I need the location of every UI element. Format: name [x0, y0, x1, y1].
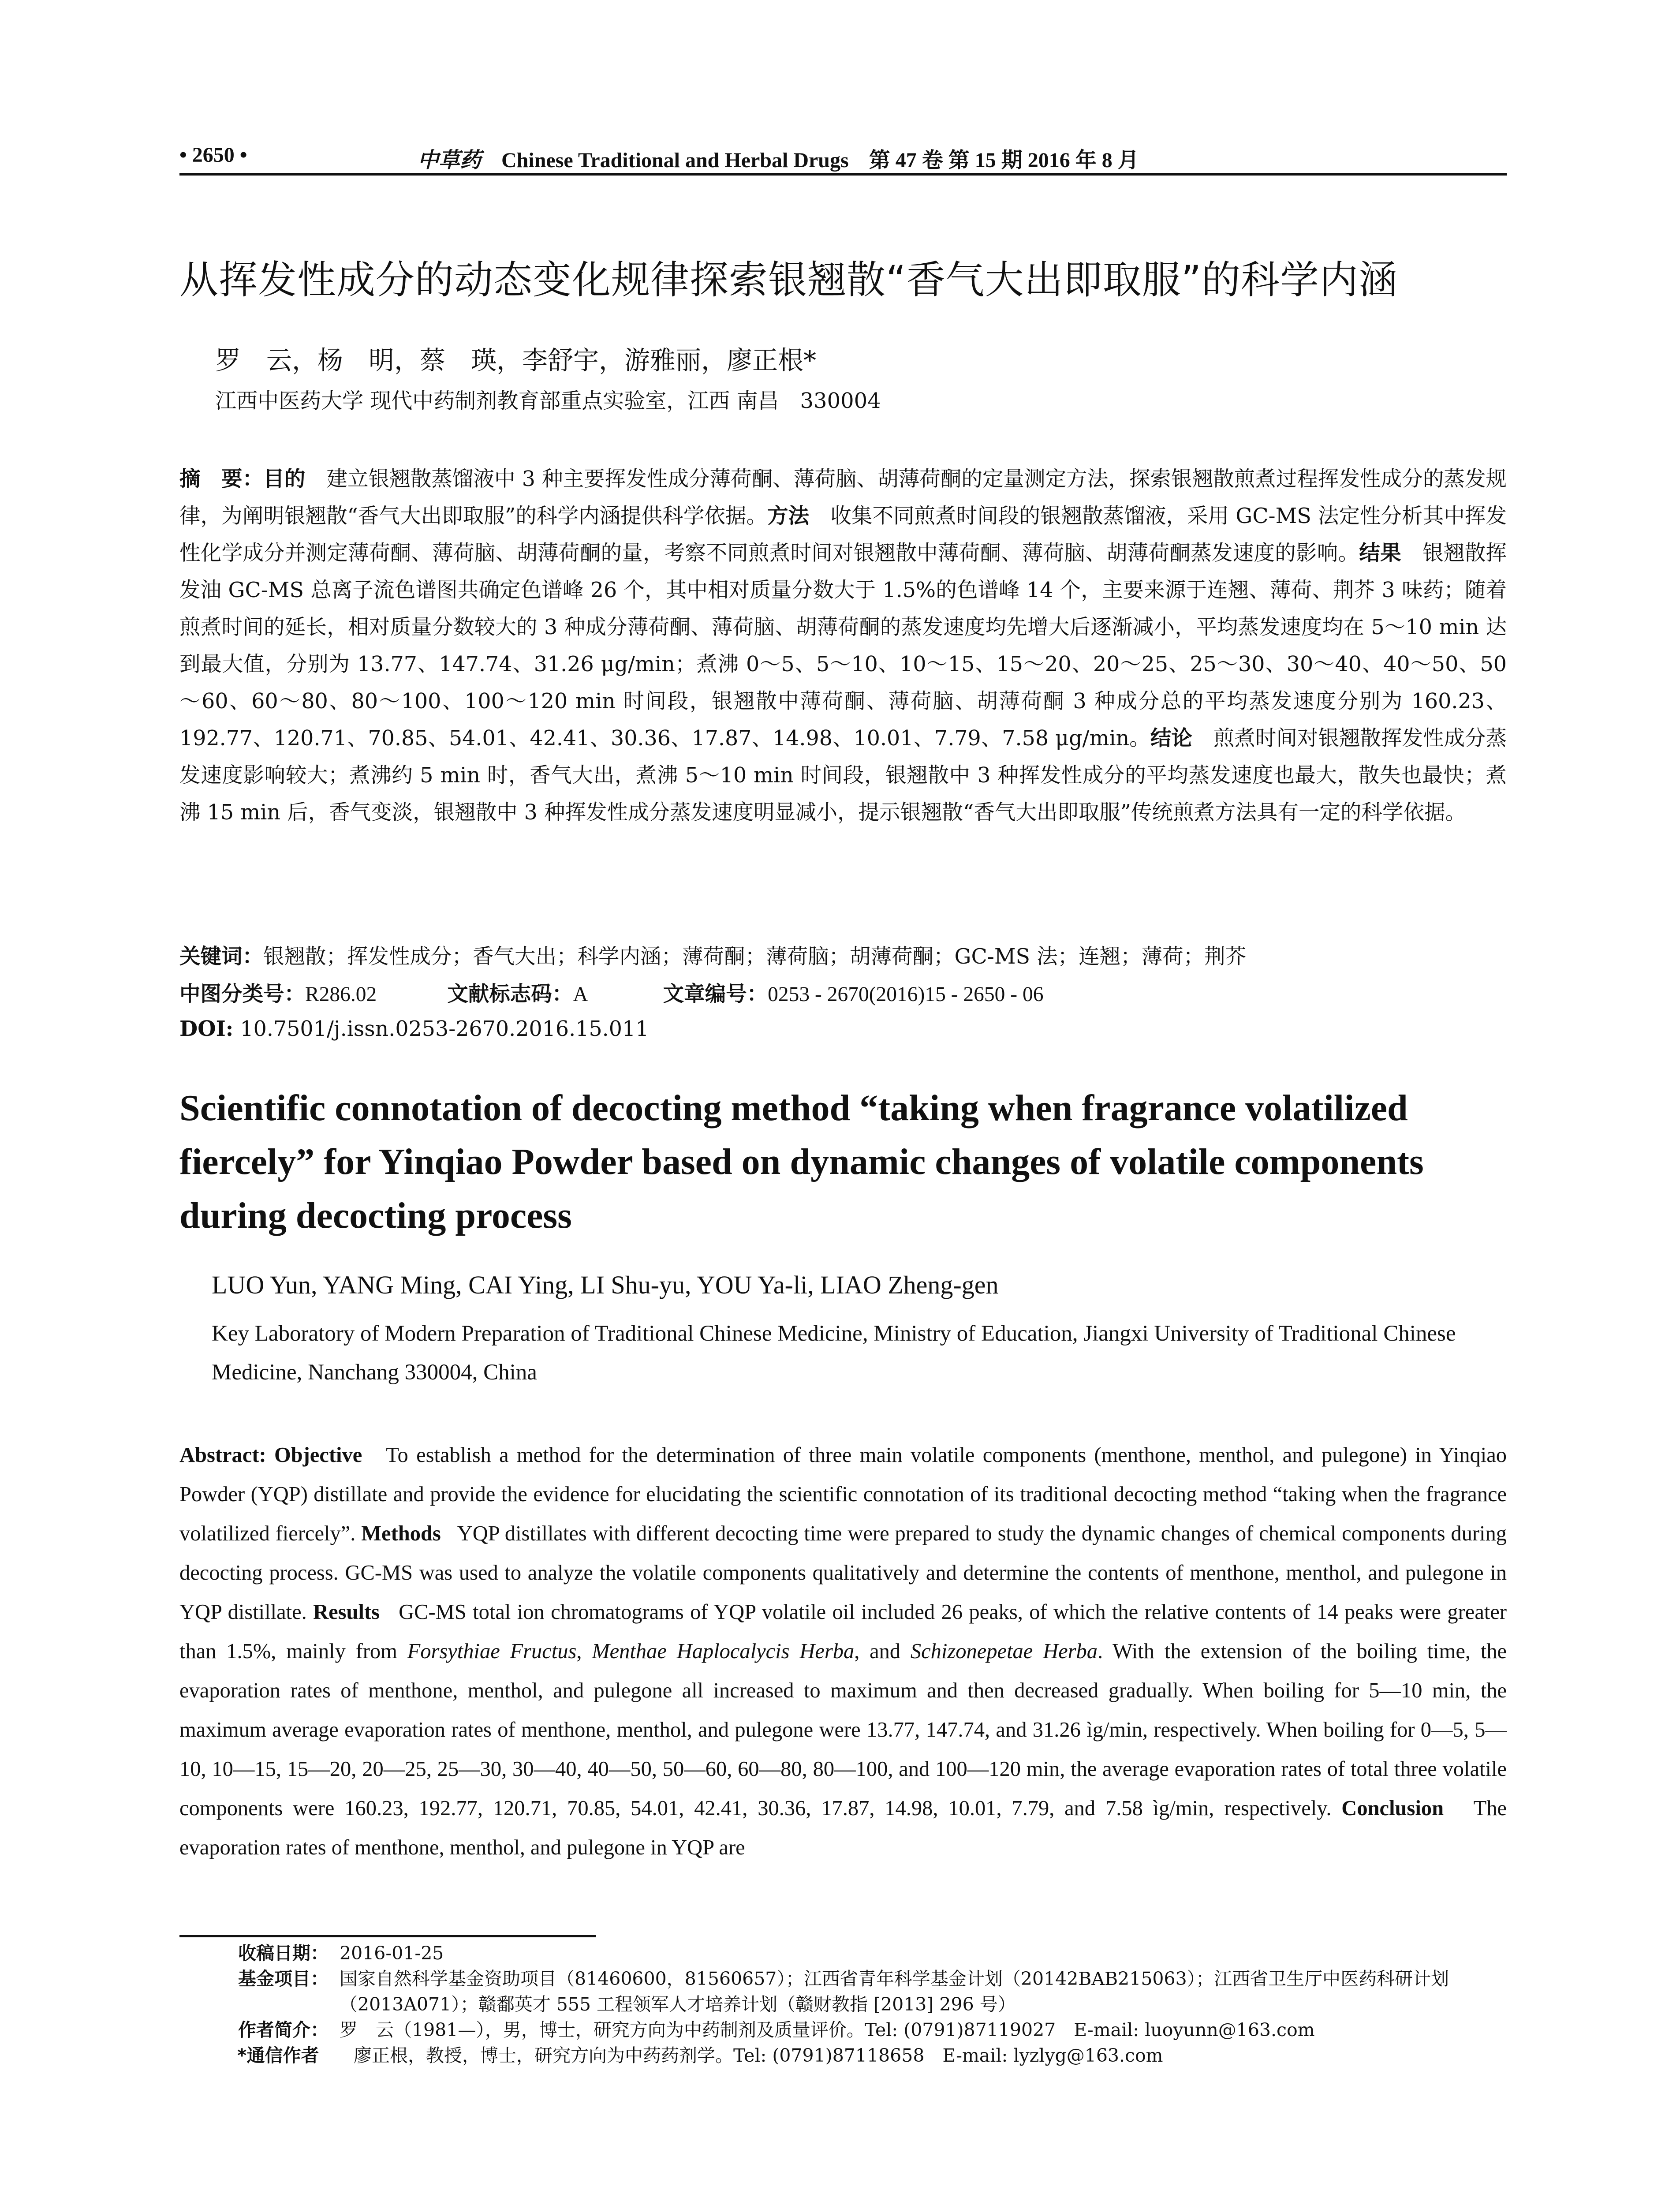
conclusion-cn-text: 煎煮时间对银翘散挥发性成分蒸发速度影响较大；煮沸约 5 min 时，香气大出，煮沸 5～10 min 时间段，银翘散中 3 种挥发性成分的平均蒸发速度也最大，散失也最快；煮沸 15 min 后，香气变淡，银翘散中 3 种挥发性成分蒸发速度明显减小，提示银翘散“香气大出即取服”传统煎煮方法具有一定的科学依据。 [179, 726, 1507, 825]
results-en-text-a: GC-MS total ion chromatograms of YQP volatile oil included 26 peaks, of which the relative contents of 14 peaks were greater than 1.5%, mainly from [179, 1600, 1507, 1663]
objective-en-label: Objective [274, 1443, 362, 1467]
issue-info: 第 47 卷 第 15 期 2016 年 8 月 [869, 149, 1139, 172]
results-en-label: Results [313, 1600, 380, 1624]
results-en-text-b: . With the extension of the boiling time, the evaporation rates of menthone, menthol, and pulegone all increased to maximum and then decreased gradually. When boiling for 5—10 min, the maximum average evaporation rates of menthone, menthol, and pulegone were 13.77, 147.74, and 31.26 ìg/min, respectively. When boiling for 0—5, 5—10, 10—15, 15—20, 20—25, 25—30, 30—40, 40—50, 50—60, 60—80, 80—100, and 100—120 min, the average evaporation rates of total three volatile components were 160.23, 192.77, 120.71, 70.85, 54.01, 42.41, 30.36, 17.87, 14.98, 10.01, 7.79, and 7.58 ìg/min, respectively. [179, 1640, 1507, 1820]
doi-value[interactable]: 10.7501/j.issn.0253-2670.2016.15.011 [240, 1017, 649, 1041]
methods-en-label: Methods [361, 1522, 441, 1545]
methods-en-text: YQP distillates with different decocting time were prepared to study the dynamic changes of chemical components during decocting process. GC-MS was used to analyze the volatile components qualitatively and determine the contents of menthone, menthol, and pulegone in YQP distillate. [179, 1522, 1507, 1624]
footnote-received [238, 1940, 1508, 1966]
doi-line [179, 1017, 649, 1041]
article-title-en: Scientific connotation of decocting method “taking when fragrance volatilized fiercely” for Yinqiao Powder based on dynamic changes of volatile components during decocting process [179, 1088, 1424, 1236]
footnote-fund [238, 1966, 1508, 2017]
footnote-corresponding [238, 2043, 1508, 2068]
bio-value: 罗 云（1981—），男，博士，研究方向为中药制剂及质量评价。Tel: (0791)87119027 E-mail: luoyunn@163.com [340, 2019, 1315, 2041]
article-no-label: 文章编号： [663, 982, 768, 1006]
results-cn-label: 结果 [1359, 541, 1401, 565]
journal-info [418, 143, 1139, 173]
abstract-en: Abstract: Objective To establish a method for the determination of three main volatile components (menthone, menthol, and pulegone) in Yinqiao Powder (YQP) distillate and provide the evidence for elucidating the scientific connotation of its traditional decocting method “taking when the fragrance volatilized fiercely”. Methods YQP distillates with different decocting time were prepared to study the dynamic changes of chemical components during decocting process. GC-MS was used to analyze the volatile components qualitatively and determine the contents of menthone, menthol, and pulegone in YQP distillate. Results GC-MS total ion chromatograms of YQP volatile oil included 26 peaks, of which the relative contents of 14 peaks were greater than 1.5%, mainly from Forsythiae Fructus, Menthae Haplocalycis Herba, and Schizonepetae Herba. With the extension of the boiling time, the evaporation rates of menthone, menthol, and pulegone all increased to maximum and then decreased gradually. When boiling for 5—10 min, the maximum average evaporation rates of menthone, menthol, and pulegone were 13.77, 147.74, and 31.26 ìg/min, respectively. When boiling for 0—5, 5—10, 10—15, 15—20, 20—25, 25—30, 30—40, 40—50, 50—60, 60—80, 80—100, and 100—120 min, the average evaporation rates of total three volatile components were 160.23, 192.77, 120.71, 70.85, 54.01, 42.41, 30.36, 17.87, 14.98, 10.01, 7.79, and 7.58 ìg/min, respectively. Conclusion The evaporation rates of menthone, menthol, and pulegone in YQP are [179, 1443, 1507, 1859]
fund-value: 国家自然科学基金资助项目（81460600，81560657）；江西省青年科学基金计划（20142BAB215063）；江西省卫生厅中医药科研计划（2013A071）；赣鄱英才 555 工程领军人才培养计划（赣财教指 [2013] 296 号） [340, 1968, 1449, 2015]
objective-cn-text: 建立银翘散蒸馏液中 3 种主要挥发性成分薄荷酮、薄荷脑、胡薄荷酮的定量测定方法，探索银翘散煎煮过程挥发性成分的蒸发规律，为阐明银翘散“香气大出即取服”的科学内涵提供科学依据。 [179, 467, 1507, 528]
running-header [179, 140, 1507, 176]
conclusion-en-text: The evaporation rates of menthone, menthol, and pulegone in YQP are [179, 1797, 1507, 1859]
conclusion-cn-label: 结论 [1150, 726, 1192, 751]
keywords-cn [179, 939, 1246, 970]
received-value: 2016-01-25 [340, 1943, 444, 1964]
methods-cn-label: 方法 [767, 504, 810, 528]
herb-menthae: Menthae Haplocalycis Herba [592, 1640, 855, 1663]
classification-line [179, 977, 1043, 1007]
footnote-divider [179, 1935, 596, 1937]
methods-cn-text: 收集不同煎煮时间段的银翘散蒸馏液，采用 GC-MS 法定性分析其中挥发性化学成分并测定薄荷酮、薄荷脑、胡薄荷酮的量，考察不同煎煮时间对银翘散中薄荷酮、薄荷脑、胡薄荷酮蒸发速度的影响。 [179, 504, 1507, 565]
objective-cn-label: 目的 [263, 467, 306, 491]
clc-value: R286.02 [305, 983, 377, 1006]
and-word: and [870, 1640, 901, 1663]
page-number: • 2650 • [179, 143, 247, 167]
fund-label: 基金项目： [238, 1968, 329, 1989]
results-cn-text: 银翘散挥发油 GC-MS 总离子流色谱图共确定色谱峰 26 个，其中相对质量分数大于 1.5%的色谱峰 14 个，主要来源于连翘、薄荷、荆芥 3 味药；随着煎煮时间的延长，相对质量分数较大的 3 种成分薄荷酮、薄荷脑、胡薄荷酮的蒸发速度均先增大后逐渐减小，平均蒸发速度均在 5～10 min 达到最大值，分别为 13.77、147.74、31.26 μg/min；煮沸 0～5、5～10、10～15、15～20、20～25、25～30、30～40、40～50、50～60、60～80、80～100、100～120 min 时间段，银翘散中薄荷酮、薄荷脑、胡薄荷酮 3 种成分总的平均蒸发速度分别为 160.23、192.77、120.71、70.85、54.01、42.41、30.36、17.87、14.98、10.01、7.79、7.58 μg/min。 [179, 541, 1507, 751]
authors-en: LUO Yun, YANG Ming, CAI Ying, LI Shu-yu, YOU Ya-li, LIAO Zheng-gen [212, 1271, 999, 1299]
abstract-cn [179, 461, 1507, 831]
herb-forsythiae: Forsythiae Fructus [407, 1640, 577, 1663]
authors-cn: 罗 云，杨 明，蔡 瑛，李舒宇，游雅丽，廖正根* [215, 345, 817, 375]
journal-name-cn: 中草药 [418, 148, 482, 172]
herb-schizonepetae: Schizonepetae Herba [910, 1640, 1098, 1663]
article-title-cn: 从挥发性成分的动态变化规律探索银翘散“香气大出即取服”的科学内涵 [179, 257, 1398, 303]
clc-label: 中图分类号： [179, 982, 305, 1006]
affiliation-en: Key Laboratory of Modern Preparation of Traditional Chinese Medicine, Ministry of Education, Jiangxi University of Traditional Chinese Medicine, Nanchang 330004, China [212, 1321, 1456, 1385]
affiliation-cn: 江西中医药大学 现代中药制剂教育部重点实验室，江西 南昌 330004 [215, 389, 881, 413]
keywords-cn-text: 银翘散；挥发性成分；香气大出；科学内涵；薄荷酮；薄荷脑；胡薄荷酮；GC-MS 法；连翘；薄荷；荆芥 [263, 945, 1247, 969]
objective-en-text: To establish a method for the determination of three main volatile components (menthone, menthol, and pulegone) in Yinqiao Powder (YQP) distillate and provide the evidence for elucidating the scientific connotation of its traditional decocting method “taking when the fragrance volatilized fiercely”. [179, 1443, 1507, 1545]
keywords-cn-label: 关键词： [179, 945, 263, 969]
footnotes [238, 1940, 1508, 2068]
abstract-en-label: Abstract: [179, 1443, 266, 1467]
doi-label: DOI: [179, 1017, 234, 1041]
corresponding-label: *通信作者 [237, 2045, 319, 2066]
bio-label: 作者简介： [238, 2019, 329, 2041]
doc-code-label: 文献标志码： [447, 982, 573, 1006]
corresponding-value: 廖正根，教授，博士，研究方向为中药药剂学。Tel: (0791)87118658 E-mail: lyzlyg@163.com [354, 2045, 1163, 2066]
footnote-author-bio [238, 2017, 1508, 2043]
article-no-value: 0253 - 2670(2016)15 - 2650 - 06 [768, 983, 1044, 1006]
abstract-cn-label: 摘 要： [179, 467, 264, 491]
journal-name-en: Chinese Traditional and Herbal Drugs [501, 149, 849, 172]
conclusion-en-label: Conclusion [1341, 1797, 1444, 1820]
doc-code-value: A [573, 983, 588, 1006]
received-label: 收稿日期： [238, 1943, 329, 1964]
